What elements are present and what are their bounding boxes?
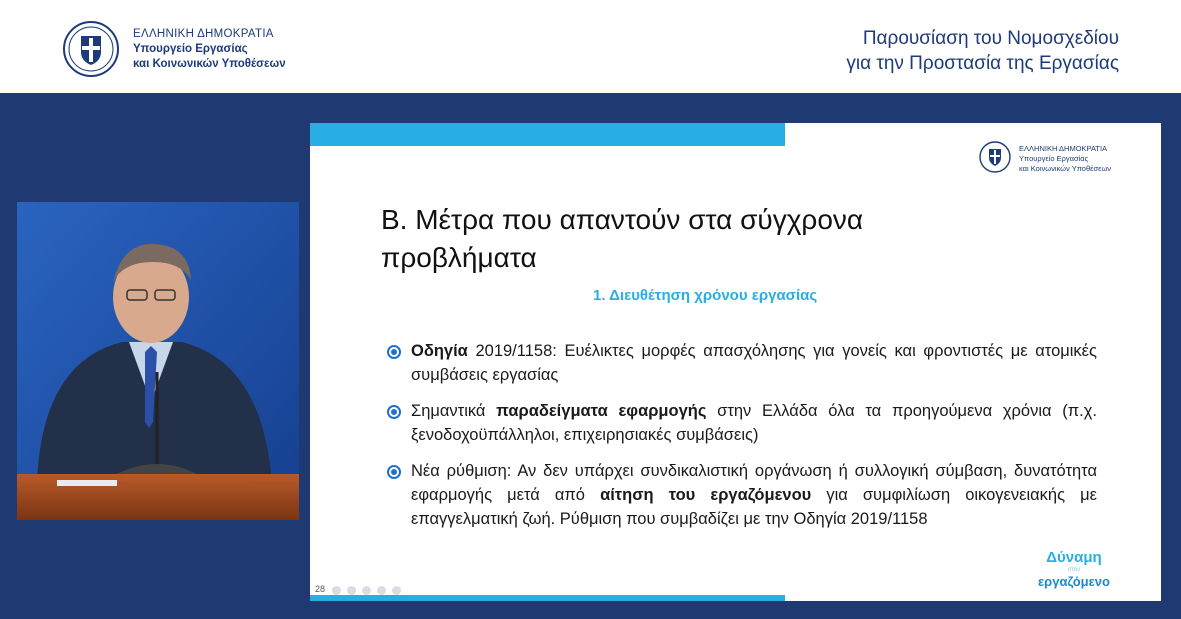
ministry-line-3: και Κοινωνικών Υποθέσεων xyxy=(133,58,286,70)
bullet-plain-text: Σημαντικά xyxy=(411,402,497,420)
bullet-item xyxy=(387,399,1097,447)
presentation-title-line-2: για την Προστασία της Εργασίας xyxy=(846,53,1119,74)
bullet-bold-text: αίτηση του εργαζόμενου xyxy=(600,486,812,504)
presentation-slide xyxy=(310,123,1161,601)
pen-icon[interactable] xyxy=(347,586,356,595)
slide-ministry-line-2: Υπουργείο Εργασίας xyxy=(1019,154,1089,163)
slides-grid-icon[interactable] xyxy=(362,586,371,595)
slide-title-line-2: προβλήματα xyxy=(381,242,537,273)
slide-ministry-line-1: ΕΛΛΗΝΙΚΗ ΔΗΜΟΚΡΑΤΙΑ xyxy=(1019,144,1108,153)
prev-slide-icon[interactable] xyxy=(332,586,341,595)
bullet-plain-text: Νέα ρύθμιση: Αν δεν υπάρχει συνδικαλιστική οργάνωση ή συλλογική σύμβαση, δυνατότητα εφαρμογής μετά από xyxy=(411,462,1097,504)
slide-title-line-1: Β. Μέτρα που απαντούν στα σύγχρονα xyxy=(381,204,864,235)
bullet-plain-text: στην Ελλάδα όλα τα προηγούμενα χρόνια (π.χ. ξενοδοχοϋπάλληλοι, επιχειρησιακές συμβάσεις) xyxy=(411,402,1097,444)
bullet-marker-icon xyxy=(387,345,401,359)
slide-top-accent-bar xyxy=(310,123,785,146)
bullet-bold-text: Οδηγία xyxy=(411,342,468,360)
bullet-text xyxy=(411,462,1097,528)
bullet-bold-text: παραδείγματα εφαρμογής xyxy=(496,402,707,420)
bullet-item xyxy=(387,339,1097,387)
ministry-line-2: Υπουργείο Εργασίας xyxy=(133,43,248,55)
slide-title xyxy=(381,201,1021,277)
greek-emblem-icon xyxy=(62,20,120,78)
bullet-list xyxy=(387,339,1097,543)
ministry-line-1: ΕΛΛΗΝΙΚΗ ΔΗΜΟΚΡΑΤΙΑ xyxy=(133,28,274,40)
ministry-name xyxy=(133,27,286,72)
speaker-video xyxy=(17,202,299,520)
slide-subtitle: 1. Διευθέτηση χρόνου εργασίας xyxy=(593,287,818,304)
bullet-plain-text: για συμφιλίωση οικογενειακής με επαγγελματική ζωή. Ρύθμιση που συμβαδίζει με την Οδηγία 2019/1158 xyxy=(411,486,1097,528)
speaker-video-scene xyxy=(17,202,299,520)
slide-ministry-line-3: και Κοινωνικών Υποθέσεων xyxy=(1019,164,1112,173)
slide-page-number: 28 xyxy=(315,584,326,594)
campaign-logo xyxy=(1038,549,1110,590)
bullet-plain-text: 2019/1158: Ευέλικτες μορφές απασχόλησης για γονείς και φροντιστές με ατομικές συμβάσεις εργασίας xyxy=(411,342,1097,384)
campaign-logo-line-1: Δύναμη xyxy=(1046,549,1102,566)
campaign-logo-line-2: στον xyxy=(1067,567,1081,573)
greek-emblem-icon xyxy=(979,141,1011,173)
bullet-text xyxy=(411,402,1097,444)
bullet-text xyxy=(411,342,1097,384)
campaign-logo-line-3: εργαζόμενο xyxy=(1038,574,1110,589)
presentation-title-line-1: Παρουσίαση του Νομοσχεδίου xyxy=(862,28,1119,49)
bullet-item xyxy=(387,459,1097,531)
zoom-icon[interactable] xyxy=(377,586,386,595)
slide-ministry-name xyxy=(1019,144,1111,174)
presentation-title xyxy=(846,26,1119,76)
bullet-marker-icon xyxy=(387,465,401,479)
top-header xyxy=(0,0,1181,93)
slide-nav-controls xyxy=(332,586,401,595)
bullet-marker-icon xyxy=(387,405,401,419)
slide-bottom-accent-bar xyxy=(310,595,785,601)
more-options-icon[interactable] xyxy=(392,586,401,595)
